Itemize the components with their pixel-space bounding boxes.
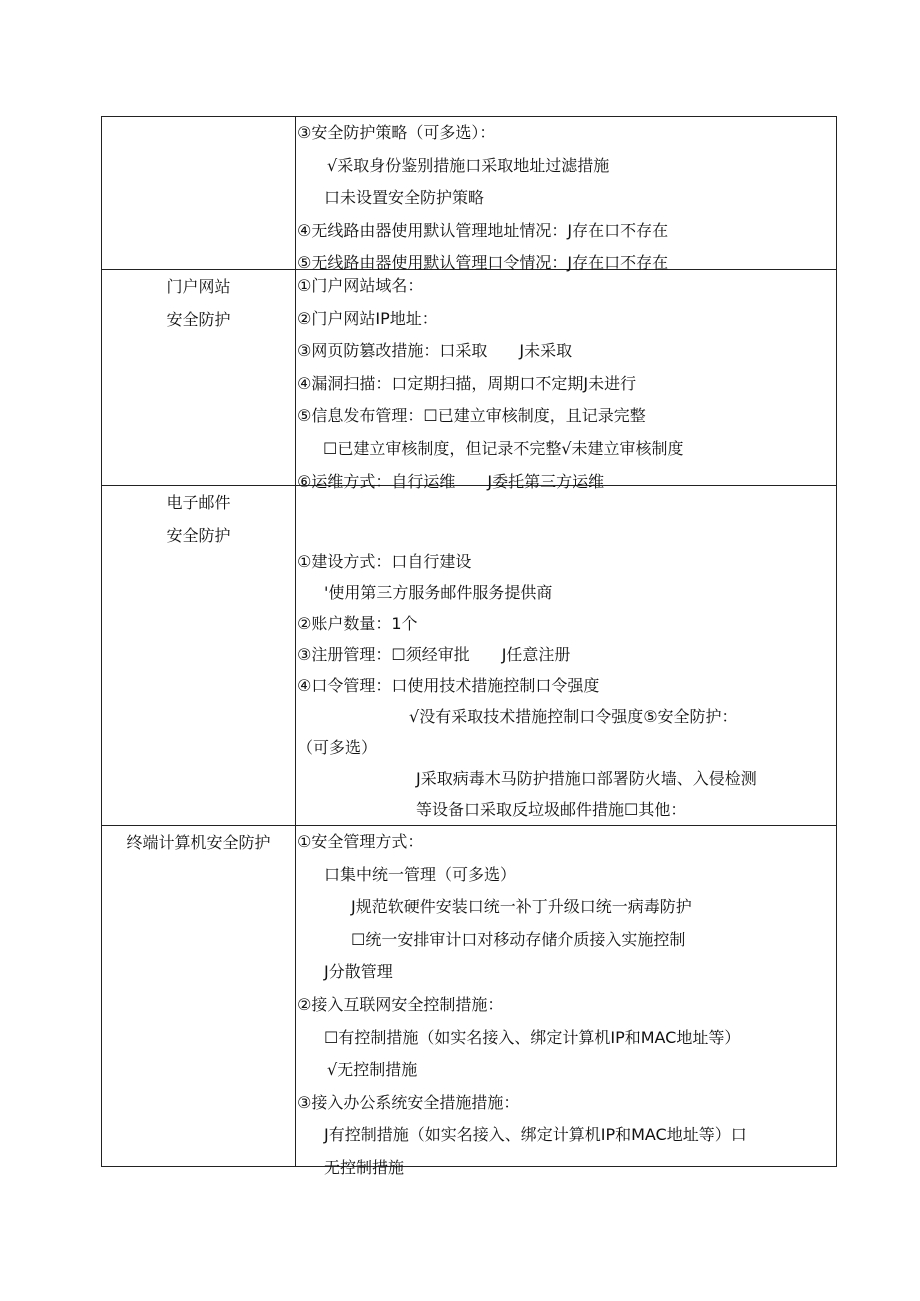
label-line: 安全防护	[166, 310, 231, 329]
text-line: ☐有控制措施（如实名接入、绑定计算机IP和MAC地址等）	[324, 1027, 741, 1047]
text-line: ②账户数量：1个	[297, 614, 418, 633]
security-protection-table	[101, 116, 837, 1177]
text-line: √没有采取技术措施控制口令强度⑤安全防护：	[409, 707, 738, 726]
content-clip	[296, 117, 836, 273]
text-line: J规范软硬件安装口统一补丁升级口统一病毒防护	[351, 897, 692, 917]
text-line: 无控制措施	[324, 1157, 405, 1177]
row-content	[296, 826, 837, 1177]
text-line: J分散管理	[324, 962, 393, 982]
text-line: 等设备口采取反垃圾邮件措施☐其他：	[416, 800, 687, 819]
content-clip	[296, 826, 836, 1177]
text-line: ⑤无线路由器使用默认管理口令情况：J存在口不存在	[297, 253, 669, 273]
table-row	[102, 486, 837, 826]
text-line: ①建设方式：口自行建设	[297, 552, 472, 571]
text-line: （可多选）	[297, 738, 378, 757]
row-label	[102, 826, 296, 1167]
content-clip	[296, 486, 836, 825]
label-line: 安全防护	[166, 526, 231, 545]
row-content	[296, 486, 837, 826]
text-line: 口未设置安全防护策略	[324, 188, 485, 208]
text-line: ③接入办公系统安全措施措施：	[297, 1092, 520, 1112]
text-line: √采取身份鉴别措施口采取地址过滤措施	[327, 155, 610, 175]
table-row	[102, 826, 837, 1167]
text-line: ☐已建立审核制度，但记录不完整√未建立审核制度	[323, 438, 684, 458]
label-line: 电子邮件	[166, 493, 231, 512]
text-line: √无控制措施	[327, 1060, 418, 1080]
row-label	[102, 270, 296, 486]
content-clip	[296, 270, 836, 491]
text-line: ③注册管理：☐须经审批 J任意注册	[297, 645, 571, 664]
text-line: ②接入互联网安全控制措施：	[297, 994, 504, 1014]
text-line: ③安全防护策略（可多选）：	[297, 123, 496, 142]
row-label	[102, 117, 296, 270]
text-line: 口集中统一管理（可多选）	[324, 864, 517, 884]
text-line: ③网页防篡改措施：口采取 J未采取	[297, 341, 573, 361]
row-content	[296, 270, 837, 491]
spacer	[296, 486, 836, 546]
text-line: ⑥运维方式：自行运维 J委托第三方运维	[297, 471, 605, 491]
text-line: ④无线路由器使用默认管理地址情况：J存在口不存在	[297, 220, 669, 240]
text-line: ④口令管理：口使用技术措施控制口令强度	[297, 676, 600, 695]
label-line: 终端计算机安全防护	[126, 833, 271, 852]
text-line: J有控制措施（如实名接入、绑定计算机IP和MAC地址等）口	[324, 1125, 747, 1145]
text-line: ①安全管理方式：	[297, 832, 424, 851]
text-line: '使用第三方服务邮件服务提供商	[324, 583, 553, 602]
text-line: ⑤信息发布管理：☐已建立审核制度，且记录完整	[297, 406, 646, 426]
row-label	[102, 486, 296, 826]
text-line: ①门户网站域名：	[297, 276, 424, 295]
text-line: ④漏洞扫描：口定期扫描，周期口不定期J未进行	[297, 373, 637, 393]
row-content	[296, 117, 837, 273]
text-line: ②门户网站IP地址：	[297, 308, 438, 328]
table-row	[102, 270, 837, 486]
text-line: ☐统一安排审计口对移动存储介质接入实施控制	[351, 929, 686, 949]
text-line: J采取病毒木马防护措施口部署防火墙、入侵检测	[416, 769, 757, 788]
table-row	[102, 117, 837, 270]
label-line: 门户网站	[166, 277, 231, 296]
